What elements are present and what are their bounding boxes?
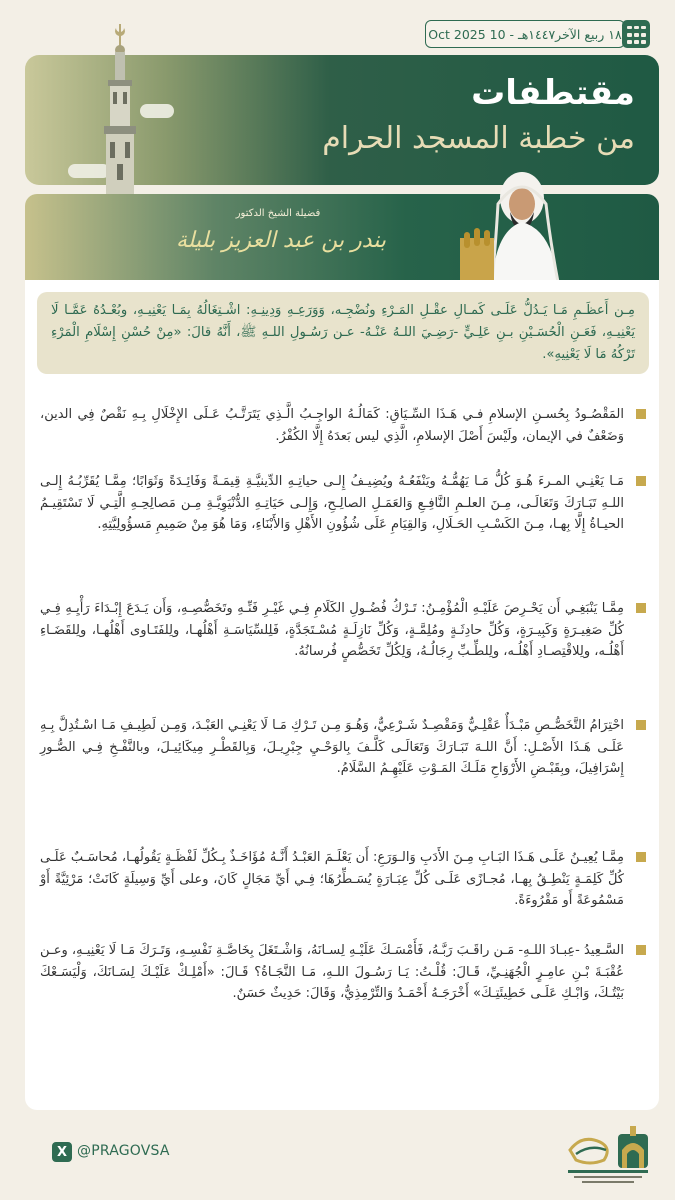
banner-subtitle: من خطبة المسجد الحرام — [322, 121, 635, 156]
bullet-icon — [636, 476, 646, 486]
bullet-icon — [636, 409, 646, 419]
minaret-image — [90, 24, 150, 210]
paragraph-text: احْتِرَامُ التَّخَصُّـصِ مَبْـدَأٌ عَقْلِـيٌّ وَمَقْصِـدٌ شَـرْعِيٌّ، وَهُـوَ مِـن تَـرْكِ مَـا لَا يَعْنِـي العَبْـدَ، وَمِـن لَطِيـفِ مَـا اسْـتُدِلَّ بِـهِ عَلَـى هَـذَا الأَصْـلِ: أَنَّ اللـهَ تَبَـارَكَ وَتَعَالَـى كَلَّـفَ بِالوَحْـيِ جِبْرِيـلَ، وَبِالقَطْـرِ مِيكَائِيـلَ، وبالنَّفْـخِ فِـي الصُّـورِ إِسْرَافِيلَ، وبِقَبْـضِ الأَرْوَاحِ مَلَـكَ المَـوْتِ عَلَيْهِـمُ السَّلَامُ. — [40, 718, 624, 776]
paragraph-2 — [40, 471, 646, 536]
bullet-icon — [636, 720, 646, 730]
paragraph-text: مِمَّـا يُعِيـنُ عَلَـى هَـذَا البَـابِ مِـنَ الأَدَبِ وَالـوَرَعِ: أَن يَعْلَـمَ العَبْـدُ أَنَّـهُ مُؤَاخَـذٌ بِـكُلِّ لَفْظَـةٍ يَقُولُهـا، مُحاسَـبٌ عَلَـى كُلِّ كَلِمَـةٍ يَنْطِـقُ بِهـا، مُجـازًى عَلَـى كُلِّ عِبَـارَةٍ يُسَـطِّرُهَا؛ فِـي أَيِّ مَجَالٍ كَانَ، وعلى أَيِّ وَسِيلَةٍ كَانَتْ؛ مَرْئِيَّةً أَوْ مَسْمُوعَةً أَو مَقْرُوءَةً. — [40, 850, 624, 908]
paragraph-6 — [40, 940, 646, 1005]
date-badge: ١٨ ربيع الآخر١٤٤٧هـ - 10 Oct 2025 — [425, 20, 625, 48]
bullet-icon — [636, 945, 646, 955]
sheikh-title: فضيلة الشيخ الدكتور — [235, 208, 321, 219]
paragraph-1 — [40, 404, 646, 447]
social-handle[interactable]: @PRAGOVSA — [77, 1143, 170, 1159]
sheikh-image — [440, 160, 590, 282]
paragraph-text: مِمَّـا يَنْبَغِـي أَن يَحْـرِصَ عَلَيْـهِ الْمُؤْمِـنُ: تَـرْكُ فُضُـولِ الكَلَامِ فِـي غَيْـرِ فَنِّـهِ وتَخَصُّصِـهِ، وَأَن يَـدَعَ إِبْـدَاءَ رَأْيِـهِ فِـي كُلِّ صَغِيـرَةٍ وَكَبِيـرَةٍ، وَكُلِّ حادِثَـةٍ ومُلِمَّـةٍ، وَكُلِّ نَازِلَـةٍ مُسْـتَجَدَّةٍ، فَلِلسِّيَاسَـةِ أَهْلُهـا، ولِلفَتَـاوى أَهْلُهـا، ولِلقَضَـاءِ أَهْلُـه، ولِلاقْتِصـادِ أَهْلُـه، ولِلطِّـبِّ رِجَالُـهُ، وَلِكُلِّ تَخَصُّصٍ فُرسانُهُ. — [40, 601, 624, 659]
hadith-quote: مِـن أَعظَـمِ مَـا يَـدُلُّ عَلَـى كَمـالِ عقْـلِ المَـرْءِ ونُضْجِـه، وَوَرَعِـهِ وَدِينِـهِ: اشْـتِغَالُهُ بِمَـا يَعْنِيـهِ، وبُعْـدُهُ عَمَّـا لَا يَعْنِيـهِ، فَعَـنِ الْحُسَـيْنِ بـنِ عَلِـيٍّ -رَضِـيَ اللـهُ عَنْـهُ- عـن رَسُـولِ اللـهِ ﷺ، أَنَّهُ قالَ: «مِنْ حُسْنِ إِسْلَامِ الْمَرْءِ تَرْكُهُ مَا لَا يَعْنِيهِ». — [37, 292, 649, 374]
paragraph-text: السَّـعِيدُ -عِبـادَ اللـهِ- مَـن راقَـبَ رَبَّـهُ، فَأَمْسَـكَ عَلَيْـهِ لِسـانَهُ، وَاشْـتَغَلَ بِخَاصَّـةِ نَفْسِـهِ، وَتَـرَكَ مَـا لَا يَعْنِيـهِ، وعـن عُقْبَـةَ بْـنِ عامِـرٍ الْجُهَنِـيِّ، قَـالَ: قُلْـتُ: يَـا رَسُـولَ اللـهِ، مَـا النَّجَـاةُ؟ قَـالَ: «أَمْلِـكْ عَلَيْـكَ لِسَـانَكَ، وَلْيَسَـعْكَ بَيْتُـكَ، وَابْـكِ عَلَـى خَطِيئَتِـكَ» أَخْرَجَـهُ أَحْمَـدُ وَالتِّرْمِذِيُّ، وَقَالَ: حَدِيثٌ حَسَنٌ. — [40, 943, 624, 1001]
paragraph-5 — [40, 847, 646, 912]
banner-title: مقتطفات — [471, 73, 635, 113]
bullet-icon — [636, 603, 646, 613]
haramain-logo — [560, 1120, 656, 1186]
bullet-icon — [636, 852, 646, 862]
calendar-icon — [622, 20, 650, 48]
paragraph-text: مَـا يَعْنِـي المـرءَ هُـوَ كُلُّ مَـا يَهُمُّـهُ ويَنْفَعُـهُ ويُضِيـفُ إِلـى حياتِـهِ الدِّينيَّـةِ قِيمَـةً وَفَائِـدَةً وَثَوَابًا؛ مِمَّـا يُقَرِّبُـهُ إِلـى اللـهِ تَبَـارَكَ وَتَعَالَـى، مِـنَ العلـمِ النَّافِـعِ وَالعَمَـلِ الصالِـحِ، وَإِلـى حَيَاتِـهِ الدُّنْيَوِيَّـةِ مِـن مَصالِحِـهِ الَّتِـي لَا تَسْتَقِيـمُ الحيـاةُ إِلَّا بِهـا، مِـنَ الكَسْـبِ الحَـلَالِ، وَالقِيَامِ عَلَى شُؤُونِ الأَهْلِ وَالأَبْنَاءِ، وَمَا هُوَ مِنْ صَمِيمِ مَسؤُولِيَّتِهِ. — [40, 474, 624, 532]
paragraph-text: المَقْصُـودُ بِحُسـنِ الإسلامِ فـي هَـذَا السِّـيَاقِ: كَمَالُـهُ الواجِـبُ الَّـذِي يَتَرَتَّـبُ عَـلَى الإِخْلَالِ بِـهِ نَقْصٌ فِي الدين، وَضَعْفٌ في الإيمان، ولَيْسَ أَصْلَ الإسلامِ، الَّذِي ليس بَعدَهُ إِلَّا الكُفْرُ. — [40, 407, 624, 444]
paragraph-4 — [40, 715, 646, 780]
sheikh-name: بندر بن عبد العزيز بليلة — [175, 228, 387, 253]
x-logo-icon[interactable]: X — [52, 1142, 72, 1162]
paragraph-3 — [40, 598, 646, 663]
